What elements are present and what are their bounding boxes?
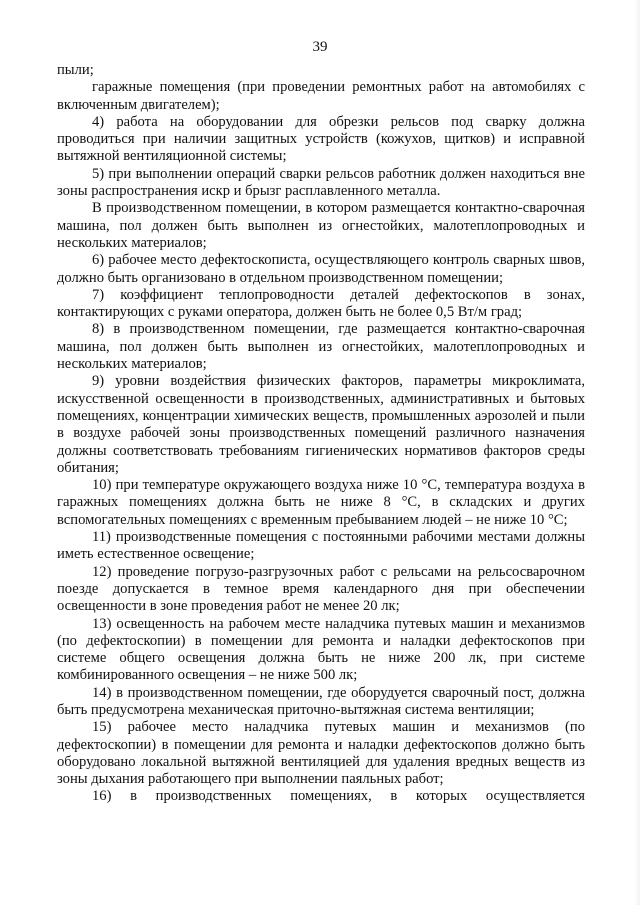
paragraph: гаражные помещения (при проведении ремонтных работ на автомобилях с включенным двигателем); — [57, 79, 585, 113]
paragraph: пыли; — [57, 62, 94, 78]
paragraph: 4) работа на оборудовании для обрезки рельсов под сварку должна проводиться при наличии защитных устройств (кожухов, щитков) и исправной вытяжной вентиляционной системы; — [57, 113, 585, 165]
paragraph: 13) освещенность на рабочем месте наладчика путевых машин и механизмов (по дефектоскопии) в помещении для ремонта и наладки дефектоскопов при системе общего освещения должна быть не ниже 200 лк, при системе комбинированного освещения – не ниже 500 лк; — [57, 615, 585, 684]
paragraph: 8) в производственном помещении, где размещается контактно-сварочная машина, пол должен быть выполнен из огнестойких, малотеплопроводных и нескольких материалов; — [57, 321, 585, 373]
page-number: 39 — [312, 39, 328, 55]
paragraph: 16) в производственных помещениях, в которых осуществляется — [92, 788, 585, 805]
paragraph: 11) производственные помещения с постоянными рабочими местами должны иметь естественное освещение; — [57, 529, 585, 563]
paragraph: 12) проведение погрузо-разгрузочных работ с рельсами на рельсосварочном поезде допускается в темное время календарного дня при обеспечении освещенности в зоне проведения работ не менее 20 лк; — [57, 563, 585, 615]
paragraph: 5) при выполнении операций сварки рельсов работник должен находиться вне зоны распространения искр и брызг расплавленного металла. — [57, 165, 585, 200]
scan-edge-shadow — [634, 0, 640, 905]
paragraph: 6) рабочее место дефектоскописта, осуществляющего контроль сварных швов, должно быть организовано в отдельном производственном помещении; — [57, 252, 585, 286]
paragraph: 10) при температуре окружающего воздуха ниже 10 °С, температура воздуха в гаражных помещениях должна быть не ниже 8 °С, в складских и других вспомогательных помещениях с временным пребыванием людей – не ниже 10 °С; — [57, 477, 585, 528]
paragraph: В производственном помещении, в котором размещается контактно-сварочная машина, пол должен быть выполнен из огнестойких, малотеплопроводных и нескольких материалов; — [57, 200, 585, 251]
document-body — [57, 62, 585, 806]
paragraph: 14) в производственном помещении, где оборудуется сварочный пост, должна быть предусмотрена механическая приточно-вытяжная система вентиляции; — [57, 684, 585, 718]
paragraph: 7) коэффициент теплопроводности деталей дефектоскопов в зонах, контактирующих с руками оператора, должен быть не более 0,5 Вт/м град; — [57, 286, 585, 321]
paragraph: 9) уровни воздействия физических факторов, параметры микроклимата, искусственной освещенности в производственных, административных и бытовых помещениях, концентрации химических веществ, промышленных аэрозолей и пыли в воздухе рабочей зоны производственных помещений различного назначения должны соответствовать требованиям гигиенических нормативов факторов среды обитания; — [57, 373, 585, 476]
paragraph: 15) рабочее место наладчика путевых машин и механизмов (по дефектоскопии) в помещении для ремонта и наладки дефектоскопов должно быть оборудовано локальной вытяжной вентиляцией для удаления вредных веществ из зоны дыхания работающего при выполнении паяльных работ; — [57, 719, 585, 788]
